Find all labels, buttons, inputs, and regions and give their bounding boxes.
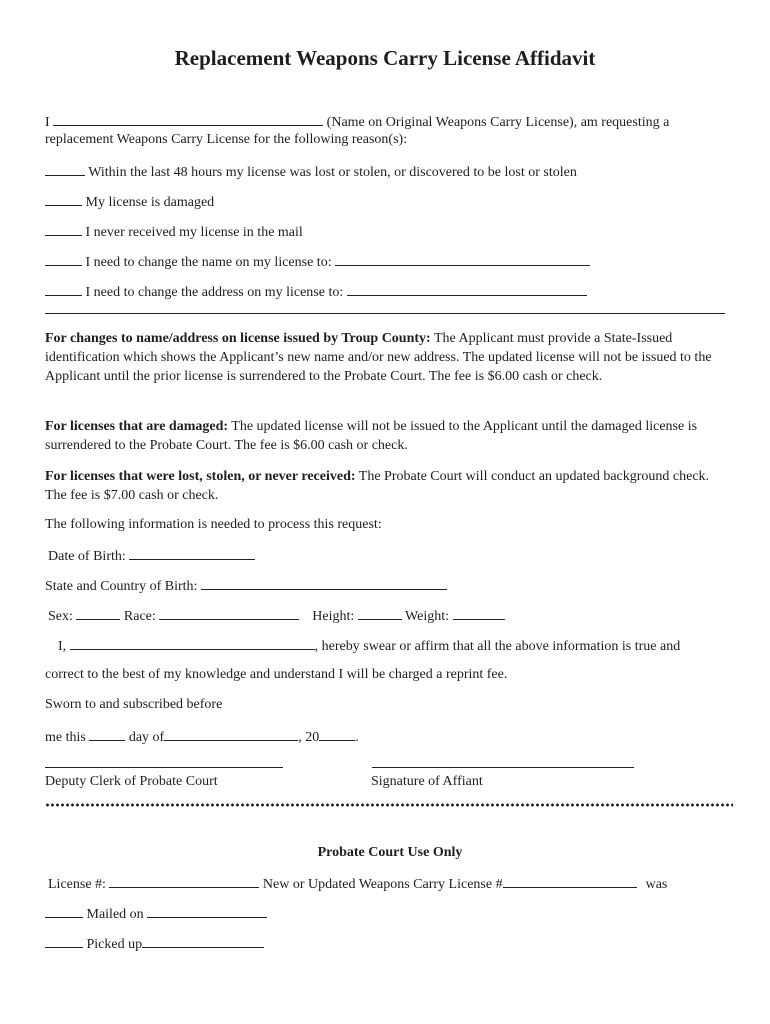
section-heading: For licenses that were lost, stolen, or never received: (45, 469, 356, 484)
reason-never-received-checkbox-line[interactable] (45, 221, 82, 236)
sworn-year-field[interactable] (319, 726, 355, 741)
reason-label: My license is damaged (85, 195, 215, 210)
section-damaged (45, 417, 725, 455)
clerk-signature-line[interactable] (45, 767, 283, 768)
reason-change-name (45, 251, 590, 272)
new-license-label: New or Updated Weapons Carry License # (262, 877, 503, 892)
reason-label: I need to change the name on my license to: (85, 255, 332, 270)
picked-up-row (45, 933, 264, 954)
year-suffix: . (355, 730, 359, 745)
reason-lost-stolen (45, 161, 577, 182)
reason-label: Within the last 48 hours my license was lost or stolen, or discovered to be lost or stolen (88, 165, 577, 180)
sworn-day-field[interactable] (89, 726, 125, 741)
section-text: The updated license will not be issued to the Applicant until the damaged license is surrendered to the Probate Court. The fee is $6.00 cash or check. (45, 419, 698, 453)
dotted-divider (45, 803, 733, 807)
height-label: Height: (312, 609, 355, 624)
dob-field[interactable] (129, 545, 255, 560)
reason-lost-checkbox-line[interactable] (45, 161, 85, 176)
oath-prefix: I, (58, 639, 67, 654)
birthplace-row (45, 575, 447, 596)
weight-label: Weight: (405, 609, 449, 624)
section-text: The Probate Court will conduct an updated background check. The fee is $7.00 cash or check. (45, 469, 710, 503)
affiant-signature-line[interactable] (372, 767, 634, 768)
affiant-name-field[interactable] (70, 635, 315, 650)
mailed-checkbox-line[interactable] (45, 903, 83, 918)
reason-label: I never received my license in the mail (85, 225, 303, 240)
birthplace-field[interactable] (201, 575, 447, 590)
intro-line-2: replacement Weapons Carry License for the following reason(s): (45, 132, 408, 147)
sworn-month-field[interactable] (164, 726, 298, 741)
dob-label: Date of Birth: (48, 549, 126, 564)
new-license-field[interactable] (503, 873, 637, 888)
intro-suffix: (Name on Original Weapons Carry License), am requesting a (326, 115, 670, 130)
weight-field[interactable] (453, 605, 505, 620)
oath-line-2: correct to the best of my knowledge and understand I will be charged a reprint fee. (45, 667, 508, 682)
sex-field[interactable] (76, 605, 120, 620)
race-label: Race: (123, 609, 156, 624)
sex-label: Sex: (48, 609, 73, 624)
intro-prefix: I (45, 115, 50, 130)
picked-up-date-field[interactable] (142, 933, 264, 948)
birthplace-label: State and Country of Birth: (45, 579, 198, 594)
license-number-row (48, 873, 667, 894)
reason-never-received (45, 221, 303, 242)
license-number-label: License #: (48, 877, 106, 892)
reason-label: I need to change the address on my license to: (85, 285, 344, 300)
section-heading: For licenses that are damaged: (45, 419, 229, 434)
license-number-field[interactable] (109, 873, 259, 888)
clerk-signature-label: Deputy Clerk of Probate Court (45, 774, 218, 789)
picked-up-label: Picked up (86, 937, 143, 952)
oath-line (58, 635, 680, 656)
new-name-field[interactable] (335, 251, 590, 266)
height-field[interactable] (358, 605, 402, 620)
info-intro: The following information is needed to process this request: (45, 517, 382, 532)
race-field[interactable] (159, 605, 299, 620)
day-of-label: day of (128, 730, 165, 745)
sworn-text: Sworn to and subscribed before (45, 697, 223, 712)
year-prefix: , 20 (298, 730, 320, 745)
mailed-label: Mailed on (86, 907, 144, 922)
new-address-field[interactable] (347, 281, 587, 296)
reason-change-address (45, 281, 587, 302)
page-title: Replacement Weapons Carry License Affidavit (174, 46, 596, 70)
section-text: The Applicant must provide a State-Issued identification which shows the Applicant’s new name and/or new address. The updated license will not be issued to the Applicant until the prior license is surrendered to the Probate Court. The fee is $6.00 cash or check. (45, 331, 712, 384)
mailed-date-field[interactable] (147, 903, 267, 918)
dob-row (48, 545, 255, 566)
reason-damaged-checkbox-line[interactable] (45, 191, 82, 206)
court-use-heading: Probate Court Use Only (317, 845, 463, 860)
reason-damaged (45, 191, 214, 212)
section-heading: For changes to name/address on license issued by Troup County: (45, 331, 431, 346)
reason-change-name-checkbox-line[interactable] (45, 251, 82, 266)
section-name-address-changes (45, 329, 725, 386)
section-lost-stolen (45, 467, 725, 505)
picked-up-checkbox-line[interactable] (45, 933, 83, 948)
reason-change-address-checkbox-line[interactable] (45, 281, 82, 296)
was-label: was (645, 877, 668, 892)
new-address-field-line-2[interactable] (45, 313, 725, 314)
mailed-row (45, 903, 267, 924)
physical-row (48, 605, 505, 626)
oath-suffix: , hereby swear or affirm that all the above information is true and (314, 639, 681, 654)
me-this-label: me this (45, 730, 86, 745)
affiant-signature-label: Signature of Affiant (371, 774, 483, 789)
intro-line (45, 111, 669, 132)
sworn-date-row (45, 726, 359, 747)
original-name-field[interactable] (53, 111, 323, 126)
